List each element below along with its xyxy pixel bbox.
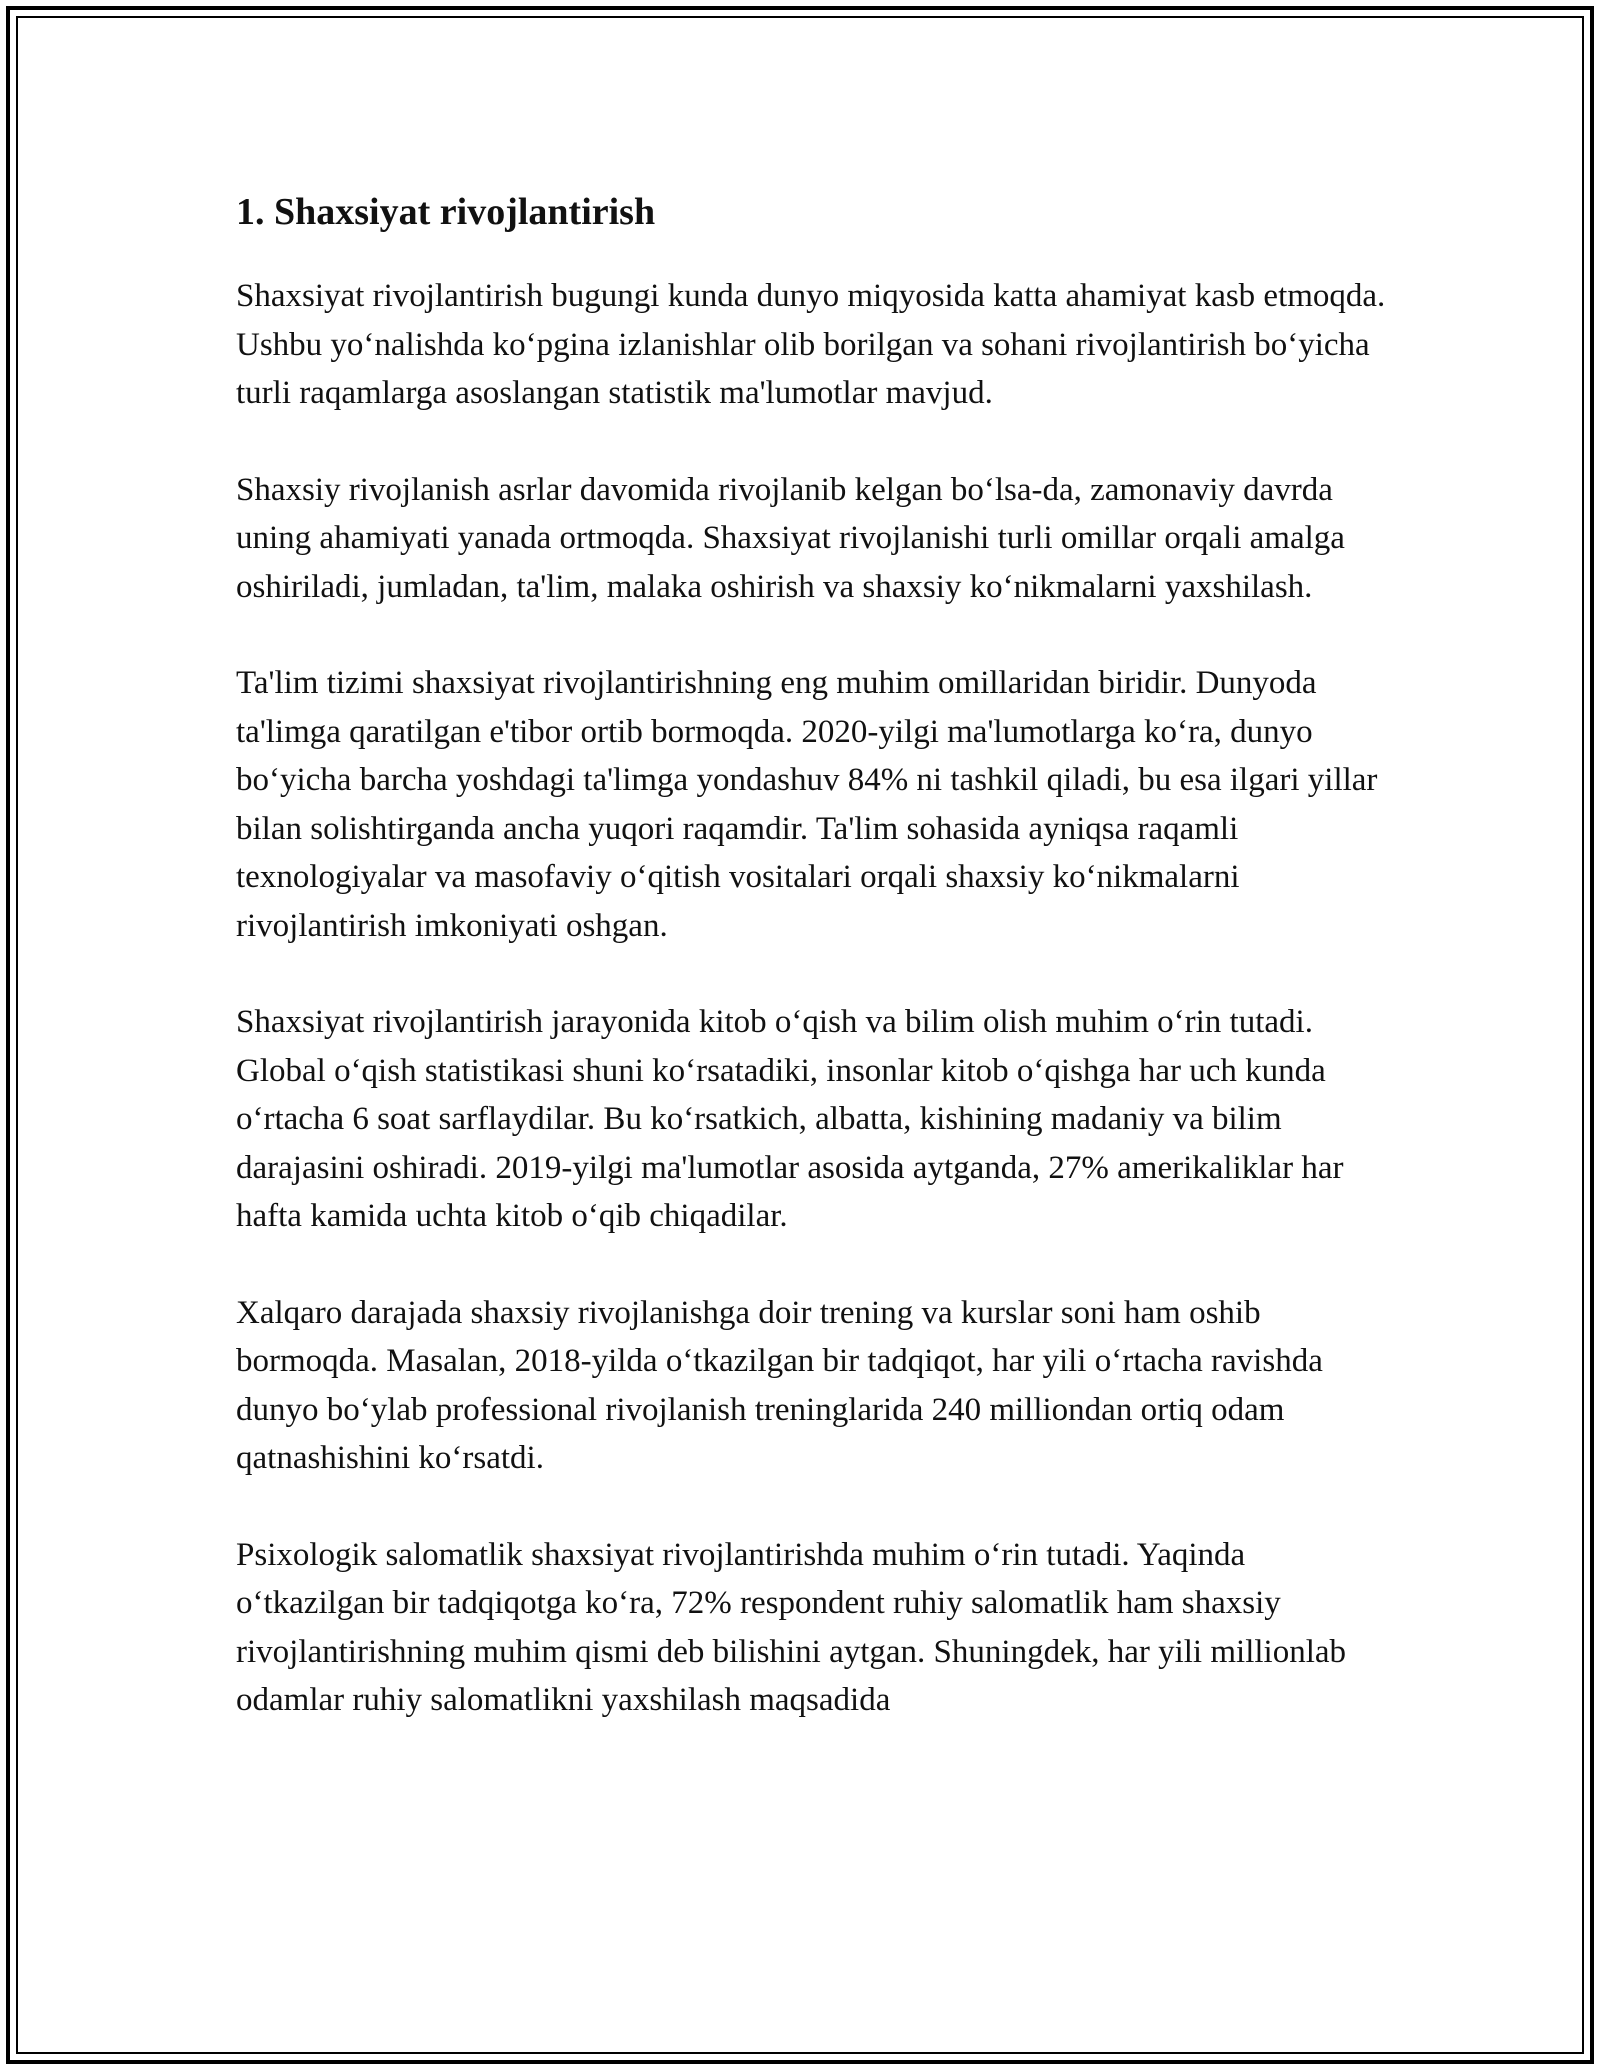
paragraph-intro: Shaxsiyat rivojlantirish bugungi kunda dunyo miqyosida katta ahamiyat kasb etmoqda. Ushbu yo‘nalishda ko‘pgina izlanishlar olib borilgan va sohani rivojlantirish bo‘yicha turli raqamlarga asoslangan statistik ma'lumotlar mavjud. — [236, 278, 1386, 411]
document-body — [236, 180, 1386, 1773]
paragraph-personal-development: Shaxsiy rivojlanish asrlar davomida rivojlanib kelgan bo‘lsa-da, zamonaviy davrda uning ahamiyati yanada ortmoqda. Shaxsiyat rivojlanishi turli omillar orqali amalga oshiriladi, jumladan, ta'lim, malaka oshirish va shaxsiy ko‘nikmalarni yaxshilash. — [236, 471, 1345, 605]
paragraph-reading: Shaxsiyat rivojlantirish jarayonida kitob o‘qish va bilim olish muhim o‘rin tutadi. Global o‘qish statistikasi shuni ko‘rsatadiki, insonlar kitob o‘qishga har uch kunda o‘rtacha 6 soat sarflaydilar. Bu ko‘rsatkich, albatta, kishining madaniy va bilim darajasini oshiradi. 2019-yilgi ma'lumotlar asosida aytganda, 27% amerikaliklar har hafta kamida uchta kitob o‘qib chiqadilar. — [236, 1004, 1344, 1234]
paragraph-education: Ta'lim tizimi shaxsiyat rivojlantirishning eng muhim omillaridan biridir. Dunyoda ta'limga qaratilgan e'tibor ortib bormoqda. 2020-yilgi ma'lumotlarga ko‘ra, dunyo bo‘yicha barcha yoshdagi ta'limga yondashuv 84% ni tashkil qiladi, bu esa ilgari yillar bilan solishtirganda ancha yuqori raqamdir. Ta'lim sohasida ayniqsa raqamli texnologiyalar va masofaviy o‘qitish vositalari orqali shaxsiy ko‘nikmalarni rivojlantirish imkoniyati oshgan. — [236, 665, 1378, 944]
paragraph-mental-health: Psixologik salomatlik shaxsiyat rivojlantirishda muhim o‘rin tutadi. Yaqinda o‘tkazilgan bir tadqiqotga ko‘ra, 72% respondent ruhiy salomatlik ham shaxsiy rivojlantirishning muhim qismi deb bilishini aytgan. Shuningdek, har yili millionlab odamlar ruhiy salomatlikni yaxshilash maqsadida — [236, 1536, 1347, 1718]
section-heading: 1. Shaxsiyat rivojlantirish — [236, 191, 656, 233]
paragraph-trainings: Xalqaro darajada shaxsiy rivojlanishga doir trening va kurslar soni ham oshib bormoqda. Masalan, 2018-yilda o‘tkazilgan bir tadqiqot, har yili o‘rtacha ravishda dunyo bo‘ylab professional rivojlanish treninglarida 240 milliondan ortiq odam qatnashishini ko‘rsatdi. — [236, 1294, 1323, 1476]
